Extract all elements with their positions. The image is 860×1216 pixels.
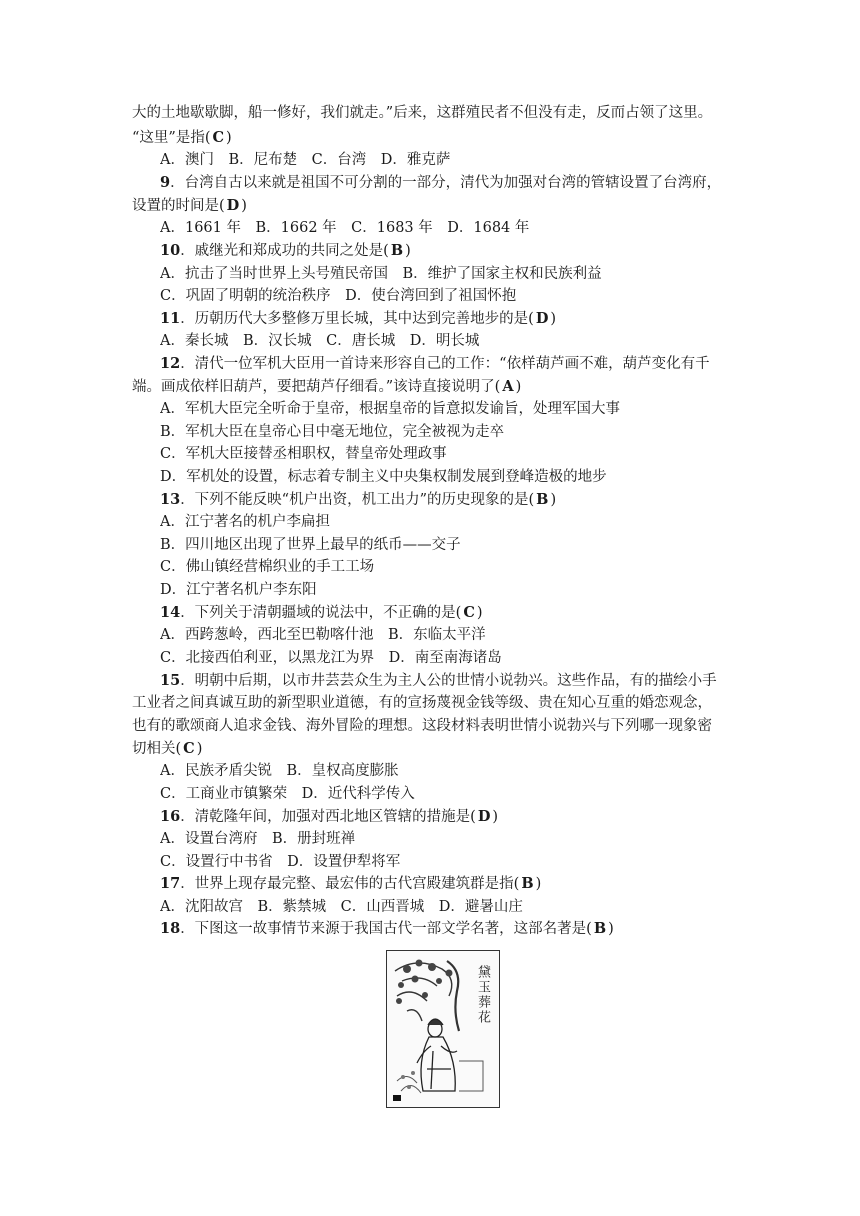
question-15: 15．明朝中后期，以市井芸芸众生为主人公的世情小说勃兴。这些作品，有的描绘小手 bbox=[160, 672, 717, 689]
question-11: 11．历朝历代大多整修万里长城，其中达到完善地步的是( D ) bbox=[160, 310, 557, 327]
answer: D bbox=[477, 808, 491, 825]
text-line: 大的土地歇歇脚，船一修好，我们就走。”后来，这群殖民者不但没有走，反而占领了这里。 bbox=[132, 105, 713, 121]
option-line: C．北接西伯利亚，以黑龙江为界 D．南至南海诸岛 bbox=[160, 650, 502, 666]
option-line: A．西跨葱岭，西北至巴勒喀什池 B．东临太平洋 bbox=[160, 627, 486, 643]
option-line: A．澳门 B．尼布楚 C．台湾 D．雅克萨 bbox=[160, 152, 451, 168]
answer: C bbox=[212, 129, 225, 146]
option-line: C．工商业市镇繁荣 D．近代科学传入 bbox=[160, 786, 415, 802]
option-line: D．江宁著名机户李东阳 bbox=[160, 582, 317, 598]
option-line: B．四川地区出现了世界上最早的纸币——交子 bbox=[160, 537, 461, 553]
question-14: 14．下列关于清朝疆域的说法中，不正确的是( C ) bbox=[160, 604, 483, 621]
question-12: 12．清代一位军机大臣用一首诗来形容自己的工作：“依样葫芦画不难，葫芦变化有千 bbox=[160, 355, 710, 372]
answer: C bbox=[183, 740, 195, 757]
answer: B bbox=[521, 875, 534, 892]
question-10: 10．戚继光和郑成功的共同之处是( B ) bbox=[160, 242, 411, 259]
option-line: C．军机大臣接替丞相职权，替皇帝处理政事 bbox=[160, 446, 447, 462]
option-line: D．军机处的设置，标志着专制主义中央集权制发展到登峰造极的地步 bbox=[160, 469, 607, 485]
option-line: A．1661 年 B．1662 年 C．1683 年 D．1684 年 bbox=[160, 220, 530, 236]
figure-caption: 黛玉葬花 bbox=[475, 965, 490, 1025]
option-line: C．设置行中书省 D．设置伊犁将军 bbox=[160, 854, 401, 870]
answer: D bbox=[535, 310, 549, 327]
daiyu-burying-flowers-illustration bbox=[386, 950, 500, 1108]
text-line: 端。画成依样旧葫芦，要把葫芦仔细看。”该诗直接说明了( A ) bbox=[132, 378, 522, 395]
text-line: “这里”是指( C ) bbox=[132, 129, 232, 146]
option-line: A．江宁著名的机户李扁担 bbox=[160, 514, 330, 530]
option-line: A．民族矛盾尖锐 B．皇权高度膨胀 bbox=[160, 763, 399, 779]
option-line: A．设置台湾府 B．册封班禅 bbox=[160, 831, 356, 847]
text-line: 工业者之间真诚互助的新型职业道德，有的宣扬蔑视金钱等级、贵在知心互重的婚恋观念， bbox=[132, 695, 712, 711]
option-line: B．军机大臣在皇帝心目中毫无地位，完全被视为走卒 bbox=[160, 424, 505, 440]
text-line: 切相关( C ) bbox=[132, 740, 203, 757]
question-16: 16．清乾隆年间，加强对西北地区管辖的措施是( D ) bbox=[160, 808, 499, 825]
answer: C bbox=[463, 604, 475, 621]
option-line: A．秦长城 B．汉长城 C．唐长城 D．明长城 bbox=[160, 333, 480, 349]
option-line: A．沈阳故宫 B．紫禁城 C．山西晋城 D．避暑山庄 bbox=[160, 899, 523, 915]
question-9: 9．台湾自古以来就是祖国不可分割的一部分，清代为加强对台湾的管辖设置了台湾府， bbox=[160, 174, 722, 191]
option-line: C．巩固了明朝的统治秩序 D．使台湾回到了祖国怀抱 bbox=[160, 288, 517, 304]
answer: B bbox=[593, 920, 607, 937]
question-13: 13．下列不能反映“机户出资，机工出力”的历史现象的是( B ) bbox=[160, 491, 557, 508]
answer: A bbox=[502, 378, 514, 395]
option-line: C．佛山镇经营棉织业的手工工场 bbox=[160, 559, 375, 575]
text-line: 也有的歌颂商人追求金钱、海外冒险的理想。这段材料表明世情小说勃兴与下列哪一现象密 bbox=[132, 718, 712, 734]
option-line: A．军机大臣完全听命于皇帝，根据皇帝的旨意拟发谕旨，处理军国大事 bbox=[160, 401, 620, 417]
question-18: 18．下图这一故事情节来源于我国古代一部文学名著，这部名著是( B ) bbox=[160, 920, 614, 937]
option-line: A．抗击了当时世界上头号殖民帝国 B．维护了国家主权和民族利益 bbox=[160, 266, 602, 282]
answer: B bbox=[536, 491, 549, 508]
answer: D bbox=[226, 197, 240, 214]
answer: B bbox=[390, 242, 404, 259]
text-line: 设置的时间是( D ) bbox=[132, 197, 247, 214]
question-17: 17．世界上现存最完整、最宏伟的古代宫殿建筑群是指( B ) bbox=[160, 875, 542, 892]
